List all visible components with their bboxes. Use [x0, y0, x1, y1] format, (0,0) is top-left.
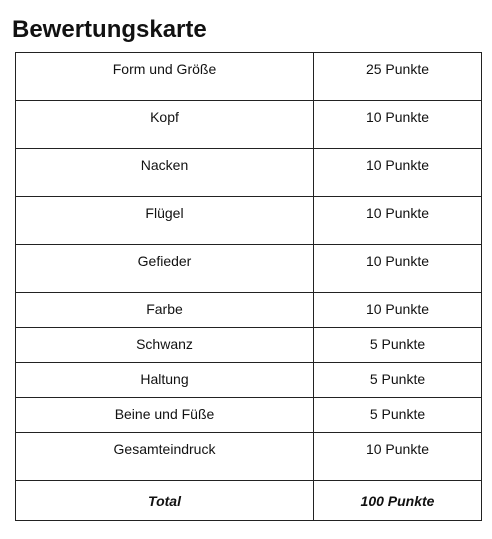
points-value: 10 Punkte [365, 157, 430, 173]
criterion-cell [16, 245, 314, 293]
criterion-cell [16, 101, 314, 149]
criterion-label: Kopf [150, 109, 179, 125]
criterion-label: Form und Größe [112, 61, 217, 77]
points-cell [314, 293, 482, 328]
points-value: 10 Punkte [365, 253, 430, 269]
total-row [16, 481, 482, 521]
points-cell [314, 398, 482, 433]
total-label: Total [148, 493, 181, 509]
table-row [16, 433, 482, 481]
table-row [16, 197, 482, 245]
table-row [16, 101, 482, 149]
criterion-label: Flügel [145, 205, 184, 221]
points-value: 10 Punkte [365, 301, 430, 317]
points-value: 25 Punkte [365, 61, 430, 77]
points-cell [314, 328, 482, 363]
page-title: Bewertungskarte [12, 16, 207, 43]
points-cell [314, 433, 482, 481]
table-row [16, 245, 482, 293]
table-row [16, 149, 482, 197]
criterion-cell [16, 433, 314, 481]
criterion-label: Gefieder [137, 253, 192, 269]
criterion-cell [16, 398, 314, 433]
points-value: 5 Punkte [369, 371, 426, 387]
total-points-cell [314, 481, 482, 521]
criterion-label: Haltung [140, 371, 189, 387]
total-points: 100 Punkte [360, 493, 435, 509]
criterion-cell [16, 328, 314, 363]
criterion-label: Nacken [140, 157, 189, 173]
criterion-label: Farbe [146, 301, 183, 317]
points-value: 10 Punkte [365, 205, 430, 221]
points-cell [314, 101, 482, 149]
criterion-label: Beine und Füße [114, 406, 215, 422]
points-value: 10 Punkte [365, 441, 430, 457]
score-table [15, 52, 482, 521]
criterion-cell [16, 53, 314, 101]
table-row [16, 363, 482, 398]
table-row [16, 53, 482, 101]
table-row [16, 328, 482, 363]
points-cell [314, 149, 482, 197]
points-cell [314, 197, 482, 245]
criterion-cell [16, 149, 314, 197]
points-value: 5 Punkte [369, 336, 426, 352]
criterion-label: Gesamteindruck [113, 441, 216, 457]
points-cell [314, 53, 482, 101]
points-cell [314, 363, 482, 398]
table-row [16, 398, 482, 433]
criterion-cell [16, 197, 314, 245]
criterion-cell [16, 293, 314, 328]
points-cell [314, 245, 482, 293]
total-label-cell [16, 481, 314, 521]
table-row [16, 293, 482, 328]
criterion-label: Schwanz [136, 336, 193, 352]
criterion-cell [16, 363, 314, 398]
points-value: 5 Punkte [369, 406, 426, 422]
points-value: 10 Punkte [365, 109, 430, 125]
